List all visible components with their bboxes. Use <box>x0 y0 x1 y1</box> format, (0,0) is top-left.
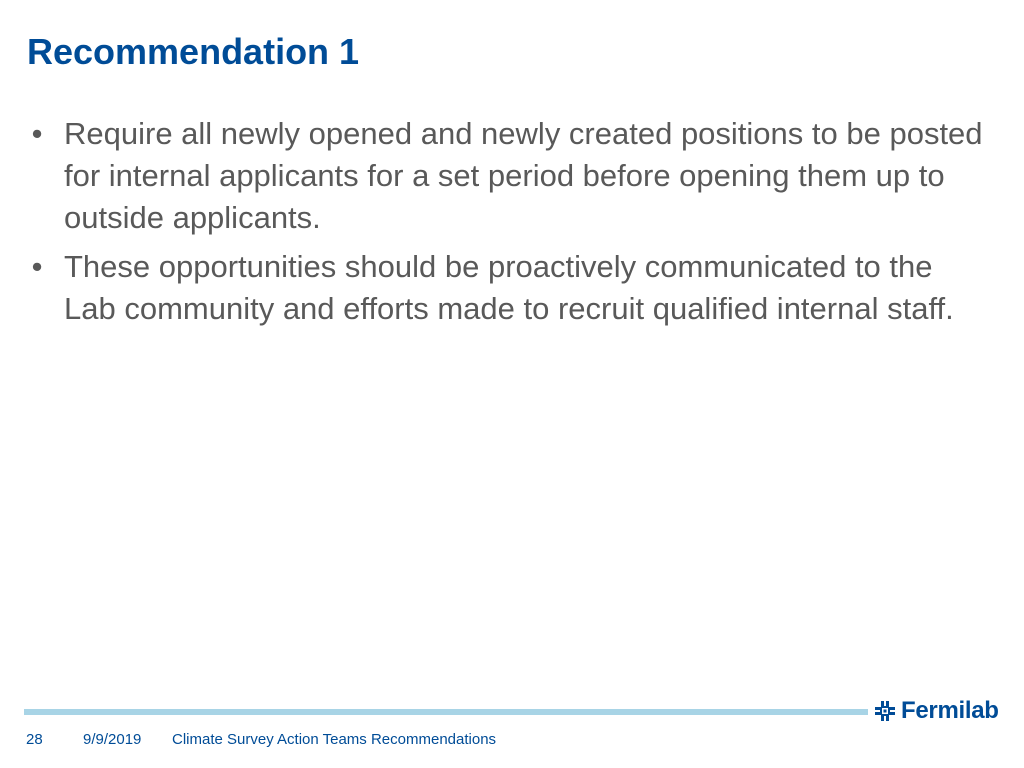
slide-title: Recommendation 1 <box>27 31 360 72</box>
bullet-item <box>27 246 987 330</box>
logo-text: Fermilab <box>901 697 999 724</box>
page-number: 28 <box>26 731 43 748</box>
fermilab-logo-icon <box>873 699 897 723</box>
bullet-list <box>27 113 987 337</box>
bullet-dot: • <box>31 116 43 151</box>
fermilab-logo <box>873 696 999 726</box>
bullet-text: Require all newly opened and newly created positions to be posted for internal applicants for a set period before opening them up to outside applicants. <box>64 116 983 235</box>
footer-title: Climate Survey Action Teams Recommendations <box>172 731 497 748</box>
bullet-dot: • <box>31 249 43 284</box>
footer-rule <box>24 709 868 715</box>
footer-date: 9/9/2019 <box>83 731 142 748</box>
bullet-item <box>27 113 987 239</box>
bullet-text: These opportunities should be proactively communicated to the Lab community and efforts made to recruit qualified internal staff. <box>64 249 954 326</box>
